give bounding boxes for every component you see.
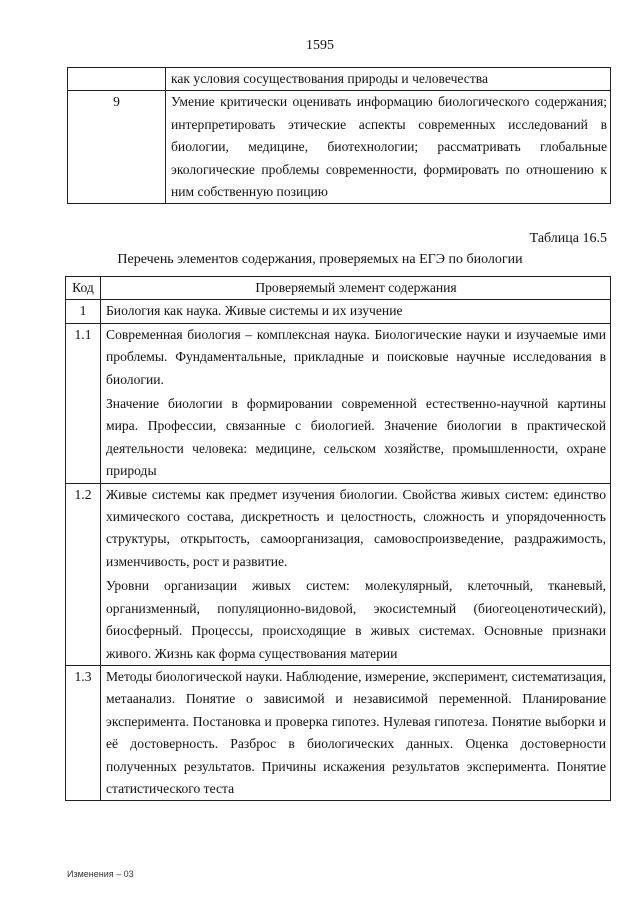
row-code: 1.2 bbox=[66, 483, 101, 665]
header-code: Код bbox=[66, 277, 101, 300]
row-code: 9 bbox=[68, 91, 166, 204]
table-row bbox=[68, 68, 611, 91]
row-paragraph: Биология как наука. Живые системы и их изучение bbox=[106, 303, 403, 319]
row-paragraph: Уровни организации живых систем: молекулярный, клеточный, тканевый, организменный, популяционно-видовой, экосистемный (биогеоценотический), биосферный. Процессы, происходящие в живых системах. Основные признаки живого. Жизнь как форма существования материи bbox=[106, 578, 606, 661]
table-row bbox=[66, 665, 611, 800]
row-text: как условия сосуществования природы и человечества bbox=[166, 68, 611, 91]
table-header-row bbox=[66, 277, 611, 300]
page-number: 1595 bbox=[306, 38, 334, 53]
row-code: 1.1 bbox=[66, 323, 101, 483]
content-elements-table bbox=[65, 276, 611, 801]
table-row bbox=[66, 323, 611, 483]
row-paragraph: Живые системы как предмет изучения биологии. Свойства живых систем: единство химического состава, дискретность и целостность, сложность и упорядоченность структуры, открытость, самоорганизация, самовоспроизведение, раздражимость, изменчивость, рост и развитие. bbox=[106, 486, 606, 569]
row-text bbox=[101, 300, 611, 323]
row-code: 1 bbox=[66, 300, 101, 323]
row-paragraph: Значение биологии в формировании современной естественно-научной картины мира. Профессии, связанные с биологией. Значение биологии в практической деятельности человека: медицине, сельском хозяйстве, промышленности, охране природы bbox=[106, 396, 606, 479]
table-caption: Таблица 16.5 bbox=[529, 231, 607, 246]
row-code: 1.3 bbox=[66, 665, 101, 800]
table-title: Перечень элементов содержания, проверяемых на ЕГЭ по биологии bbox=[117, 252, 523, 267]
table-row bbox=[68, 91, 611, 204]
footer-note: Изменения – 03 bbox=[67, 869, 134, 879]
row-text: Умение критически оценивать информацию биологического содержания; интерпретировать этические аспекты современных исследований в биологии, медицине, биотехнологии; рассматривать глобальные экологические проблемы современности, формировать по отношению к ним собственную позицию bbox=[166, 91, 611, 204]
row-paragraph: Методы биологической науки. Наблюдение, измерение, эксперимент, систематизация, метаанализ. Понятие о зависимой и независимой переменной. Планирование эксперимента. Постановка и проверка гипотез. Нулевая гипотеза. Понятие выборки и её достоверность. Разброс в биологических данных. Оценка достоверности полученных результатов. Причины искажения результатов эксперимента. Понятие статистического теста bbox=[106, 668, 606, 796]
table-row bbox=[66, 483, 611, 665]
row-text bbox=[101, 483, 611, 665]
row-code bbox=[68, 68, 166, 91]
row-text bbox=[101, 323, 611, 483]
row-paragraph: Современная биология – комплексная наука. Биологические науки и изучаемые ими проблемы. Фундаментальные, прикладные и поисковые научные исследования в биологии. bbox=[106, 326, 606, 387]
row-text bbox=[101, 665, 611, 800]
header-element: Проверяемый элемент содержания bbox=[101, 277, 611, 300]
continuation-table bbox=[67, 67, 611, 204]
table-row bbox=[66, 300, 611, 323]
